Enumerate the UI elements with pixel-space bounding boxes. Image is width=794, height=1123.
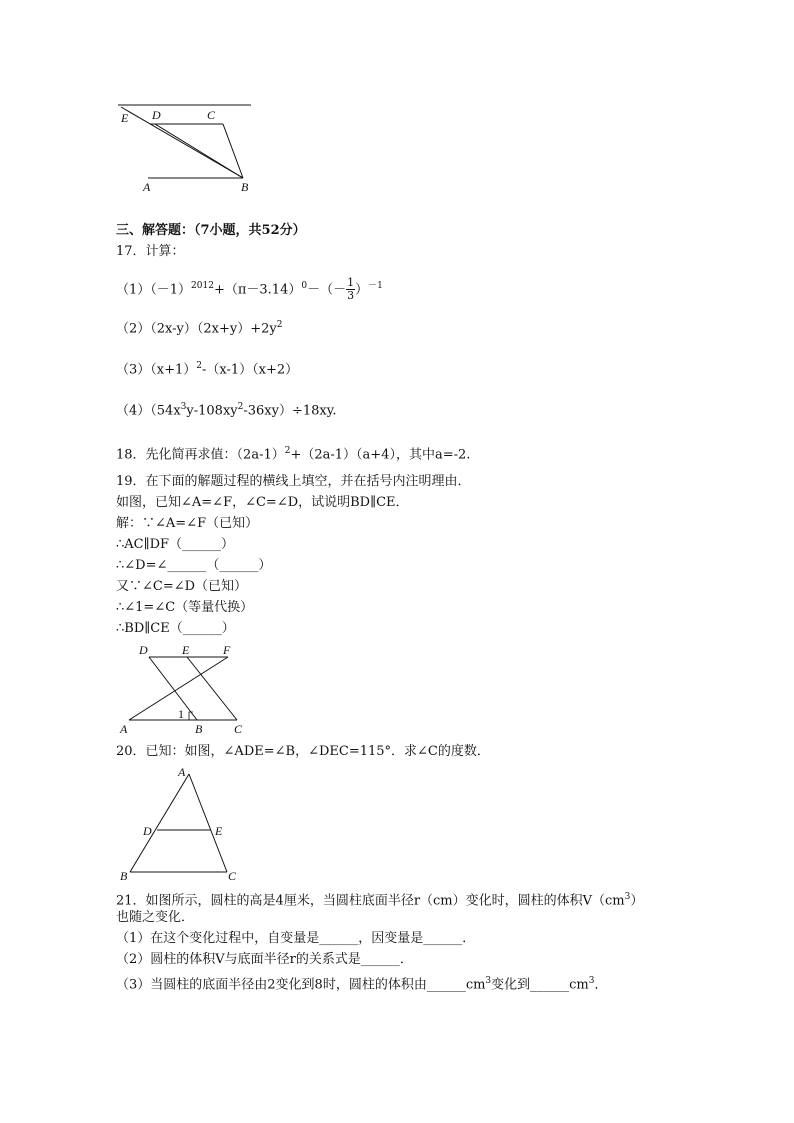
label-E: E	[182, 643, 190, 657]
q17-p4-c: -36xy）÷18xy.	[243, 403, 337, 419]
q21-line3: （1）在这个变化过程中，自变量是______，因变量是______．	[116, 931, 476, 946]
q17-title: 17．计算：	[116, 244, 185, 259]
fraction-numerator: 1	[347, 276, 355, 290]
q19-line8: ∴BD∥CE（______）	[116, 621, 235, 636]
label-D: D	[139, 643, 148, 657]
line-ab	[130, 774, 189, 872]
label-B: B	[120, 869, 128, 883]
q20-text: 20．已知：如图，∠ADE=∠B，∠DEC=115°．求∠C的度数．	[116, 744, 490, 759]
label-C: C	[207, 108, 216, 122]
label-D: D	[152, 108, 161, 122]
label-D: D	[143, 824, 152, 838]
q19-line5: ∴∠D=∠______（______）	[116, 558, 272, 573]
q17-p3-b: -（x-1）（x+2）	[202, 362, 299, 378]
line-db	[155, 124, 243, 178]
q17-part1	[116, 268, 383, 304]
q17-p1-exp3: －1	[368, 281, 383, 291]
q18	[116, 442, 470, 464]
q18-a: 18．先化简再求值：（2a-1）	[116, 447, 285, 463]
q19-line4: ∴AC∥DF（______）	[116, 537, 235, 552]
q17-p3-a: （3）（x+1）	[116, 362, 197, 378]
q21-line1-b: ）	[630, 893, 644, 909]
label-A: A	[178, 765, 186, 779]
q17-p1-mid2: －（－	[307, 282, 347, 298]
q21-line5	[116, 972, 608, 994]
label-E: E	[215, 824, 223, 838]
line-cb	[223, 124, 243, 178]
q17-p4-a: （4）（54x	[116, 403, 181, 419]
q17-part3	[116, 357, 298, 379]
q17-p1-exp2: 0	[301, 281, 308, 291]
line-ec	[187, 657, 237, 720]
label-C: C	[228, 869, 237, 883]
q18-b: +（2a-1）（a+4），其中a=-2.	[290, 447, 471, 463]
q21-line5-b: 变化到______cm	[491, 977, 589, 993]
q17-p4-exp2: 2	[237, 402, 244, 412]
label-F: F	[223, 643, 231, 657]
q21-line5-c: ．	[594, 977, 608, 993]
fraction-denominator: 3	[347, 289, 355, 303]
q17-p1-mid: +（π－3.14）	[213, 282, 302, 298]
q21-line1	[116, 888, 643, 910]
q18-exp: 2	[284, 446, 291, 456]
q21-line2: 也随之变化．	[116, 910, 195, 925]
line-db	[149, 657, 197, 720]
q21-line4: （2）圆柱的体积V与底面半径r的关系式是______．	[116, 952, 413, 967]
q19-line1: 19．在下面的解题过程的横线上填空，并在括号内注明理由．	[116, 474, 471, 489]
q17-part2	[116, 316, 282, 338]
q17-p4-b: y-108xy	[186, 403, 238, 419]
label-angle-1: 1	[178, 707, 184, 721]
q17-p1-exp: 2012	[191, 281, 214, 291]
q21-line1-a: 21．如图所示，圆柱的高是4厘米，当圆柱底面半径r（cm）变化时，圆柱的体积V（cm	[116, 893, 625, 909]
q17-p2-exp: 2	[276, 320, 283, 330]
q17-p1-prefix: （1）（－1）	[116, 282, 192, 298]
q17-p1-close: ）	[355, 282, 369, 298]
q17-part4	[116, 398, 337, 420]
figure-q19	[115, 640, 255, 738]
q17-p2-text: （2）（2x-y）（2x+y）+2y	[116, 321, 277, 337]
figure-top-parallel-lines	[115, 96, 260, 196]
label-C: C	[234, 722, 243, 736]
line-ac	[189, 774, 227, 872]
fraction-one-third	[346, 277, 355, 302]
q17-p4-exp1: 3	[180, 402, 187, 412]
q19-line7: ∴∠1=∠C（等量代换）	[116, 600, 254, 615]
label-B: B	[241, 180, 249, 194]
q19-line3: 解：∵∠A=∠F（已知）	[116, 516, 259, 531]
q21-line5-a: （3）当圆柱的底面半径由2变化到8时，圆柱的体积由______cm	[116, 977, 486, 993]
q21-line1-exp: 3	[624, 892, 631, 902]
q19-line6: 又∵∠C=∠D（已知）	[116, 579, 248, 594]
q21-line5-exp1: 3	[485, 976, 492, 986]
q19-line2: 如图，已知∠A=∠F，∠C=∠D，试说明BD∥CE．	[116, 495, 409, 510]
q17-p3-exp: 2	[196, 361, 203, 371]
q21-line5-exp2: 3	[588, 976, 595, 986]
section-3-title: 三、解答题：（7小题，共52分）	[116, 223, 306, 238]
label-A: A	[120, 722, 128, 736]
label-A: A	[143, 180, 151, 194]
figure-q20	[115, 764, 245, 884]
label-E: E	[121, 111, 129, 125]
label-B: B	[195, 722, 203, 736]
